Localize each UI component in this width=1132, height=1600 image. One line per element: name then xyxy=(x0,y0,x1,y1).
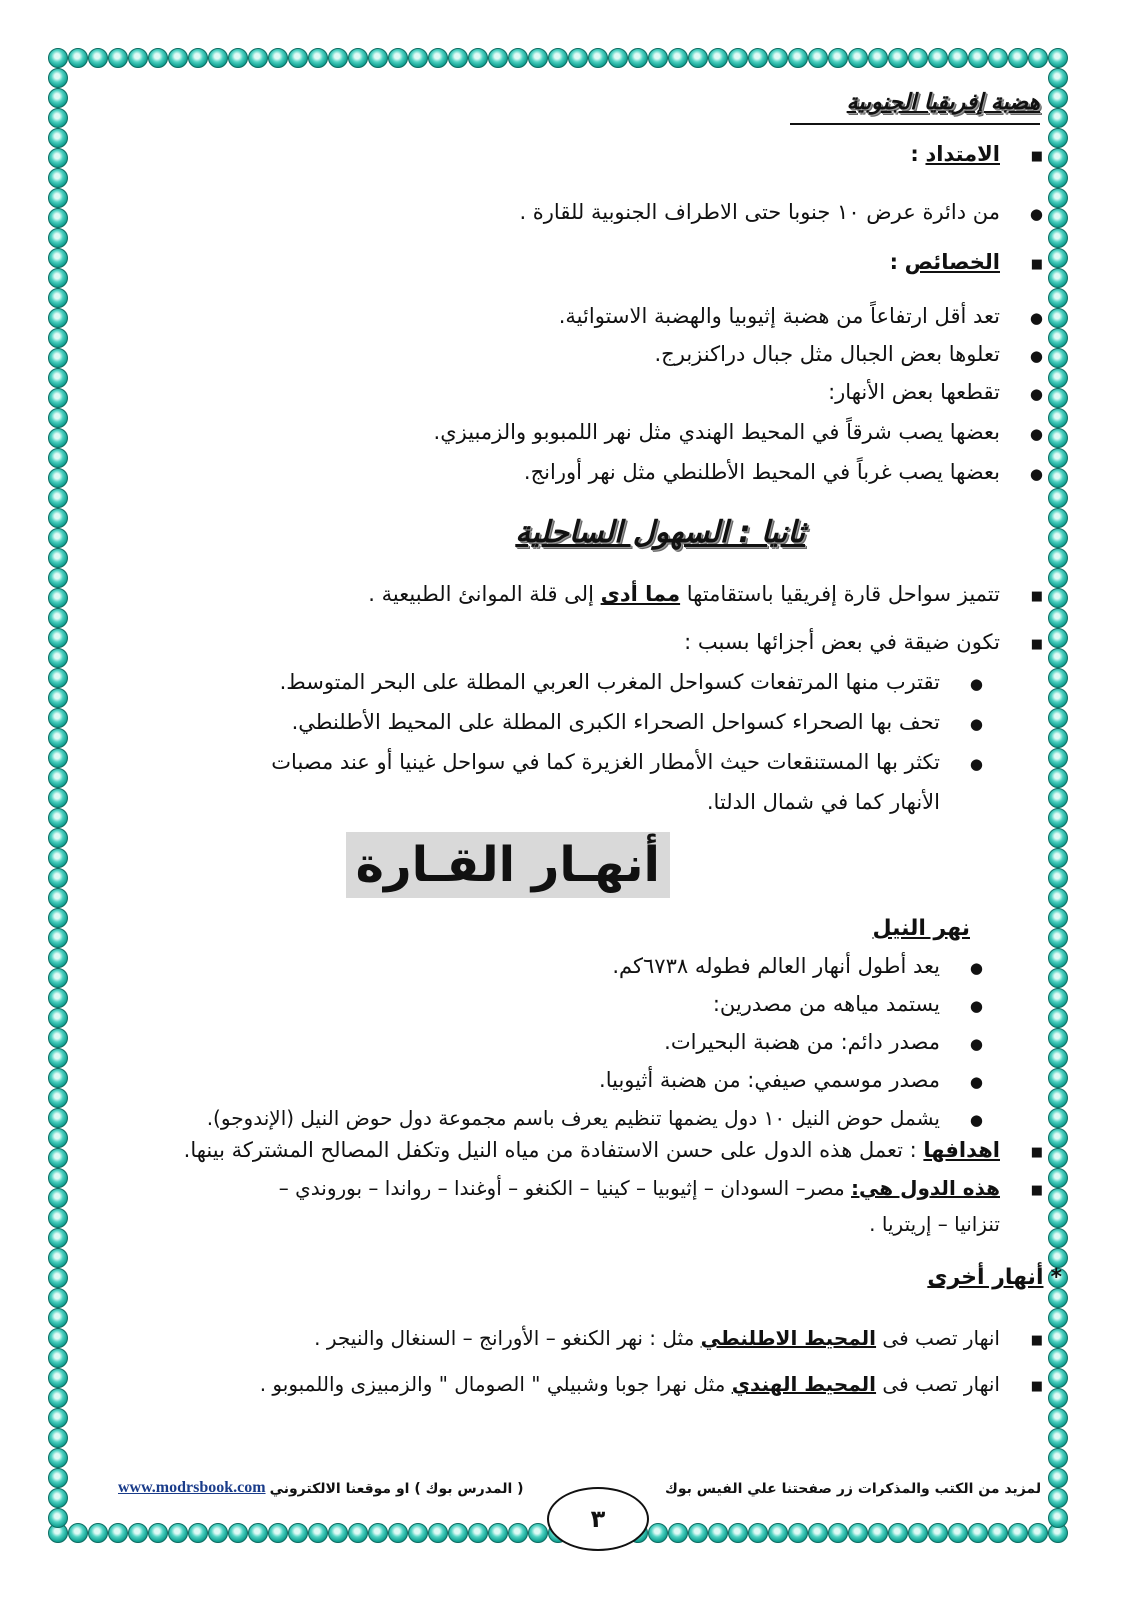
border-bead xyxy=(48,108,68,128)
border-bead xyxy=(1048,1008,1068,1028)
border-bead xyxy=(968,1523,988,1543)
border-bead xyxy=(1048,1128,1068,1148)
page-border-right xyxy=(1048,68,1068,1528)
footer-url-link[interactable]: www.modrsbook.com xyxy=(118,1479,266,1496)
border-bead xyxy=(408,1523,428,1543)
border-bead xyxy=(48,1068,68,1088)
border-bead xyxy=(228,48,248,68)
border-bead xyxy=(1048,348,1068,368)
border-bead xyxy=(588,48,608,68)
border-bead xyxy=(1048,748,1068,768)
border-bead xyxy=(48,1348,68,1368)
border-bead xyxy=(1048,1488,1068,1508)
features-heading xyxy=(890,250,1040,274)
border-bead xyxy=(688,48,708,68)
border-bead xyxy=(1048,1148,1068,1168)
feature-item-5: ● بعضها يصب غرباً في المحيط الأطلنطي مثل نهر أورانج. xyxy=(524,460,1040,484)
border-bead xyxy=(48,988,68,1008)
border-bead xyxy=(48,348,68,368)
border-bead xyxy=(948,48,968,68)
border-bead xyxy=(548,48,568,68)
border-bead xyxy=(1048,688,1068,708)
border-bead xyxy=(48,888,68,908)
border-bead xyxy=(388,1523,408,1543)
border-bead xyxy=(1048,508,1068,528)
coastal-item-1: ■ تتميز سواحل قارة إفريقيا باستقامتها مما أدى إلى قلة الموانئ الطبيعية . xyxy=(368,582,1040,606)
border-bead xyxy=(1048,268,1068,288)
extent-text: ● من دائرة عرض ١٠ جنوبا حتى الاطراف الجنوبية للقارة . xyxy=(519,200,1040,224)
border-bead xyxy=(368,48,388,68)
features-heading-label: الخصائص xyxy=(904,250,1000,274)
border-bead xyxy=(48,1028,68,1048)
page-border-left xyxy=(48,68,68,1528)
border-bead xyxy=(1028,1523,1048,1543)
border-bead xyxy=(1048,1448,1068,1468)
border-bead xyxy=(1048,788,1068,808)
border-bead xyxy=(1048,928,1068,948)
coastal-subitem-3-cont: الأنهار كما في شمال الدلتا. xyxy=(706,790,940,814)
border-bead xyxy=(48,1188,68,1208)
border-bead xyxy=(1048,888,1068,908)
border-bead xyxy=(48,228,68,248)
border-bead xyxy=(1048,448,1068,468)
border-bead xyxy=(48,768,68,788)
border-bead xyxy=(68,1523,88,1543)
border-bead xyxy=(428,48,448,68)
border-bead xyxy=(668,48,688,68)
border-bead xyxy=(1048,468,1068,488)
feature-item-4: ● بعضها يصب شرقاً في المحيط الهندي مثل نهر اللمبوبو والزمبيزي. xyxy=(434,420,1040,444)
border-bead xyxy=(1048,488,1068,508)
border-bead xyxy=(1048,728,1068,748)
border-bead xyxy=(1048,848,1068,868)
border-bead xyxy=(48,588,68,608)
border-bead xyxy=(988,1523,1008,1543)
border-bead xyxy=(208,48,228,68)
border-bead xyxy=(268,48,288,68)
border-bead xyxy=(1048,1048,1068,1068)
border-bead xyxy=(1048,768,1068,788)
other-rivers-item-1: ■ انهار تصب فى المحيط الاطلنطي مثل : نهر الكنغو – الأورانج – السنغال والنيجر . xyxy=(314,1326,1040,1350)
border-bead xyxy=(288,1523,308,1543)
border-bead xyxy=(1048,1388,1068,1408)
border-bead xyxy=(48,1408,68,1428)
border-bead xyxy=(468,1523,488,1543)
border-bead xyxy=(48,1228,68,1248)
border-bead xyxy=(48,608,68,628)
border-bead xyxy=(848,1523,868,1543)
border-bead xyxy=(1048,1208,1068,1228)
border-bead xyxy=(1048,408,1068,428)
border-bead xyxy=(308,1523,328,1543)
border-bead xyxy=(568,48,588,68)
border-bead xyxy=(48,188,68,208)
border-bead xyxy=(48,468,68,488)
border-bead xyxy=(48,1328,68,1348)
border-bead xyxy=(728,48,748,68)
border-bead xyxy=(648,48,668,68)
border-bead xyxy=(48,208,68,228)
border-bead xyxy=(1048,68,1068,88)
border-bead xyxy=(528,48,548,68)
other-rivers-star: * xyxy=(1050,1265,1062,1290)
border-bead xyxy=(48,448,68,468)
header-rule xyxy=(790,123,1040,125)
nile-goals: ■ اهدافها : تعمل هذه الدول على حسن الاستفادة من مياه النيل وتكفل المصالح المشتركة بينها. xyxy=(184,1138,1040,1162)
border-bead xyxy=(68,48,88,68)
border-bead xyxy=(48,868,68,888)
border-bead xyxy=(668,1523,688,1543)
border-bead xyxy=(1048,168,1068,188)
border-bead xyxy=(48,1508,68,1528)
border-bead xyxy=(1048,368,1068,388)
border-bead xyxy=(48,648,68,668)
border-bead xyxy=(528,1523,548,1543)
border-bead xyxy=(1048,308,1068,328)
nile-heading: نهر النيل xyxy=(872,916,970,941)
border-bead xyxy=(768,48,788,68)
page-number: ٣ xyxy=(547,1487,649,1551)
border-bead xyxy=(48,1388,68,1408)
border-bead xyxy=(1048,108,1068,128)
border-bead xyxy=(108,48,128,68)
border-bead xyxy=(1048,1088,1068,1108)
border-bead xyxy=(1048,948,1068,968)
border-bead xyxy=(1048,88,1068,108)
coastal-item-1-bold: مما أدى xyxy=(600,582,681,606)
extent-heading xyxy=(910,142,1040,166)
border-bead xyxy=(128,48,148,68)
border-bead xyxy=(1048,608,1068,628)
border-bead xyxy=(48,128,68,148)
border-bead xyxy=(308,48,328,68)
header-title: هضبة إفريقيا الجنوبية xyxy=(846,90,1040,115)
coastal-item-2: ■ تكون ضيقة في بعض أجزائها بسبب : xyxy=(684,630,1040,654)
border-bead xyxy=(148,1523,168,1543)
border-bead xyxy=(208,1523,228,1543)
nile-countries: ■ هذه الدول هي: مصر– السودان – إثيوبيا – كينيا – الكنغو – أوغندا – رواندا – بوروندي – xyxy=(279,1176,1040,1200)
border-bead xyxy=(48,328,68,348)
border-bead xyxy=(48,528,68,548)
border-bead xyxy=(48,968,68,988)
border-bead xyxy=(648,1523,668,1543)
border-bead xyxy=(188,48,208,68)
border-bead xyxy=(1048,628,1068,648)
footer-left-label: ( المدرس بوك ) او موقعنا الالكتروني xyxy=(269,1481,524,1497)
border-bead xyxy=(88,1523,108,1543)
border-bead xyxy=(1048,248,1068,268)
nile-item-4: ● مصدر موسمي صيفي: من هضبة أثيوبيا. xyxy=(599,1068,980,1092)
border-bead xyxy=(48,1208,68,1228)
border-bead xyxy=(768,1523,788,1543)
border-bead xyxy=(388,48,408,68)
border-bead xyxy=(1048,528,1068,548)
border-bead xyxy=(1048,1108,1068,1128)
border-bead xyxy=(48,1008,68,1028)
border-bead xyxy=(1008,48,1028,68)
coastal-subitem-2: ● تحف بها الصحراء كسواحل الصحراء الكبرى المطلة على المحيط الأطلنطي. xyxy=(292,710,980,734)
border-bead xyxy=(168,48,188,68)
coastal-subitem-1: ● تقترب منها المرتفعات كسواحل المغرب العربي المطلة على البحر المتوسط. xyxy=(280,670,980,694)
border-bead xyxy=(408,48,428,68)
border-bead xyxy=(488,1523,508,1543)
border-bead xyxy=(908,48,928,68)
nile-countries-cont: تنزانيا – إريتريا . xyxy=(869,1212,1000,1236)
border-bead xyxy=(968,48,988,68)
border-bead xyxy=(1048,1028,1068,1048)
border-bead xyxy=(168,1523,188,1543)
border-bead xyxy=(808,1523,828,1543)
border-bead xyxy=(1048,1428,1068,1448)
border-bead xyxy=(708,48,728,68)
border-bead xyxy=(248,1523,268,1543)
footer-url[interactable] xyxy=(118,1479,266,1497)
border-bead xyxy=(228,1523,248,1543)
border-bead xyxy=(628,48,648,68)
border-bead xyxy=(48,808,68,828)
border-bead xyxy=(1048,968,1068,988)
border-bead xyxy=(1048,1508,1068,1528)
border-bead xyxy=(48,828,68,848)
border-bead xyxy=(48,508,68,528)
border-bead xyxy=(48,1308,68,1328)
border-bead xyxy=(908,1523,928,1543)
border-bead xyxy=(988,48,1008,68)
border-bead xyxy=(48,668,68,688)
border-bead xyxy=(48,1168,68,1188)
border-bead xyxy=(48,308,68,328)
border-bead xyxy=(1048,1468,1068,1488)
border-bead xyxy=(48,1428,68,1448)
border-bead xyxy=(468,48,488,68)
border-bead xyxy=(1048,128,1068,148)
border-bead xyxy=(1048,548,1068,568)
border-bead xyxy=(808,48,828,68)
border-bead xyxy=(788,1523,808,1543)
border-bead xyxy=(48,1288,68,1308)
border-bead xyxy=(1048,428,1068,448)
border-bead xyxy=(48,1148,68,1168)
coastal-subitem-3: ● تكثر بها المستنقعات حيث الأمطار الغزيرة كما في سواحل غينيا أو عند مصبات xyxy=(271,750,980,774)
border-bead xyxy=(48,788,68,808)
nile-item-5: ● يشمل حوض النيل ١٠ دول يضمها تنظيم يعرف باسم مجموعة دول حوض النيل (الإندوجو). xyxy=(207,1106,980,1130)
other-rivers-item-2: ■ انهار تصب فى المحيط الهندي مثل نهرا جوبا وشبيلي " الصومال " والزمبيزى واللمبوبو . xyxy=(260,1372,1040,1396)
border-bead xyxy=(928,1523,948,1543)
border-bead xyxy=(1048,668,1068,688)
border-bead xyxy=(128,1523,148,1543)
border-bead xyxy=(688,1523,708,1543)
border-bead xyxy=(1048,1308,1068,1328)
border-bead xyxy=(1048,588,1068,608)
border-bead xyxy=(48,1448,68,1468)
border-bead xyxy=(348,1523,368,1543)
border-bead xyxy=(1048,568,1068,588)
border-bead xyxy=(1048,48,1068,68)
border-bead xyxy=(48,708,68,728)
border-bead xyxy=(888,48,908,68)
border-bead xyxy=(48,1488,68,1508)
nile-item-3: ● مصدر دائم: من هضبة البحيرات. xyxy=(664,1030,980,1054)
border-bead xyxy=(328,1523,348,1543)
border-bead xyxy=(48,1368,68,1388)
border-bead xyxy=(728,1523,748,1543)
border-bead xyxy=(48,248,68,268)
border-bead xyxy=(48,1128,68,1148)
border-bead xyxy=(48,1108,68,1128)
nile-item-1: ● يعد أطول أنهار العالم فطوله ٦٧٣٨كم. xyxy=(612,954,980,978)
border-bead xyxy=(1048,808,1068,828)
border-bead xyxy=(48,628,68,648)
border-bead xyxy=(248,48,268,68)
border-bead xyxy=(48,1248,68,1268)
border-bead xyxy=(1048,1228,1068,1248)
border-bead xyxy=(48,548,68,568)
border-bead xyxy=(1048,328,1068,348)
border-bead xyxy=(48,1048,68,1068)
border-bead xyxy=(328,48,348,68)
border-bead xyxy=(1048,828,1068,848)
border-bead xyxy=(428,1523,448,1543)
border-bead xyxy=(608,48,628,68)
border-bead xyxy=(748,1523,768,1543)
border-bead xyxy=(848,48,868,68)
border-bead xyxy=(268,1523,288,1543)
other-rivers-item-1-bold: المحيط الاطلنطي xyxy=(700,1326,877,1350)
border-bead xyxy=(788,48,808,68)
border-bead xyxy=(48,1268,68,1288)
border-bead xyxy=(1048,208,1068,228)
border-bead xyxy=(1008,1523,1028,1543)
nile-goals-label: اهدافها xyxy=(923,1138,1000,1162)
border-bead xyxy=(148,48,168,68)
border-bead xyxy=(508,48,528,68)
border-bead xyxy=(1048,228,1068,248)
footer-left-text xyxy=(270,1481,524,1497)
border-bead xyxy=(828,48,848,68)
feature-item-2: ● تعلوها بعض الجبال مثل جبال دراكنزبرج. xyxy=(655,342,1041,366)
extent-colon: : xyxy=(910,142,919,166)
border-bead xyxy=(48,68,68,88)
border-bead xyxy=(1048,1408,1068,1428)
border-bead xyxy=(1048,1168,1068,1188)
border-bead xyxy=(1048,1368,1068,1388)
border-bead xyxy=(448,1523,468,1543)
border-bead xyxy=(48,728,68,748)
border-bead xyxy=(948,1523,968,1543)
border-bead xyxy=(868,1523,888,1543)
border-bead xyxy=(48,88,68,108)
coastal-title: ثانيا : السهول الساحلية xyxy=(515,515,805,550)
border-bead xyxy=(48,488,68,508)
border-bead xyxy=(48,928,68,948)
border-bead xyxy=(868,48,888,68)
border-bead xyxy=(928,48,948,68)
border-bead xyxy=(48,368,68,388)
border-bead xyxy=(48,848,68,868)
border-bead xyxy=(1048,1288,1068,1308)
border-bead xyxy=(1048,708,1068,728)
other-rivers-heading: * أنهار أخرى xyxy=(927,1265,1062,1290)
border-bead xyxy=(48,388,68,408)
border-bead xyxy=(748,48,768,68)
border-bead xyxy=(48,748,68,768)
border-bead xyxy=(48,148,68,168)
border-bead xyxy=(48,688,68,708)
border-bead xyxy=(708,1523,728,1543)
border-bead xyxy=(828,1523,848,1543)
feature-item-3: ● تقطعها بعض الأنهار: xyxy=(828,380,1040,404)
extent-heading-label: الامتداد xyxy=(925,142,1000,166)
border-bead xyxy=(1048,288,1068,308)
footer-right-text: لمزيد من الكتب والمذكرات زر صفحتنا علي الفيس بوك xyxy=(665,1481,1042,1497)
border-bead xyxy=(1028,48,1048,68)
border-bead xyxy=(348,48,368,68)
border-bead xyxy=(1048,868,1068,888)
rivers-title: أنهـار القـارة xyxy=(346,832,670,898)
border-bead xyxy=(1048,1348,1068,1368)
border-bead xyxy=(1048,1188,1068,1208)
feature-item-1: ● تعد أقل ارتفاعاً من هضبة إثيوبيا والهضبة الاستوائية. xyxy=(559,304,1040,328)
border-bead xyxy=(1048,1328,1068,1348)
border-bead xyxy=(1048,148,1068,168)
border-bead xyxy=(48,1088,68,1108)
features-colon: : xyxy=(889,250,898,274)
border-bead xyxy=(48,428,68,448)
border-bead xyxy=(48,268,68,288)
border-bead xyxy=(1048,1068,1068,1088)
border-bead xyxy=(1048,908,1068,928)
border-bead xyxy=(888,1523,908,1543)
nile-item-2: ● يستمد مياهه من مصدرين: xyxy=(713,992,980,1016)
border-bead xyxy=(48,908,68,928)
border-bead xyxy=(48,168,68,188)
border-bead xyxy=(48,48,68,68)
border-bead xyxy=(48,1468,68,1488)
border-bead xyxy=(48,408,68,428)
border-bead xyxy=(188,1523,208,1543)
page-border-top xyxy=(48,48,1068,68)
border-bead xyxy=(48,948,68,968)
page-content xyxy=(80,90,1062,1470)
border-bead xyxy=(508,1523,528,1543)
border-bead xyxy=(1048,188,1068,208)
nile-countries-label: هذه الدول هي: xyxy=(851,1176,1000,1200)
border-bead xyxy=(108,1523,128,1543)
border-bead xyxy=(1048,988,1068,1008)
border-bead xyxy=(448,48,468,68)
border-bead xyxy=(368,1523,388,1543)
border-bead xyxy=(288,48,308,68)
other-rivers-item-2-bold: المحيط الهندي xyxy=(731,1372,877,1396)
border-bead xyxy=(488,48,508,68)
border-bead xyxy=(1048,388,1068,408)
border-bead xyxy=(1048,648,1068,668)
border-bead xyxy=(48,568,68,588)
border-bead xyxy=(48,288,68,308)
border-bead xyxy=(88,48,108,68)
